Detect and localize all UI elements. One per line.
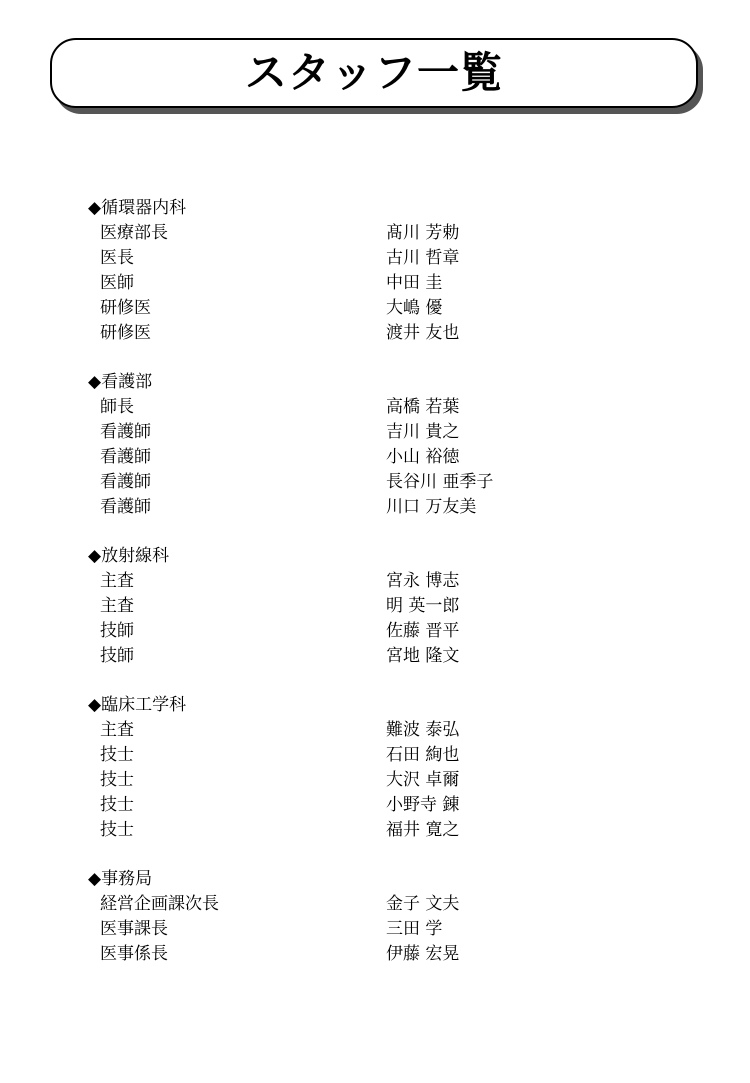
section-heading: ◆事務局 [88,869,153,889]
staff-row [88,743,688,768]
staff-role: 技士 [100,770,134,790]
staff-name: 明 英一郎 [386,596,460,616]
staff-row [88,793,688,818]
staff-role: 医長 [100,248,134,268]
staff-role: 研修医 [100,323,151,343]
staff-role: 主査 [100,571,134,591]
staff-name: 伊藤 宏晃 [386,944,460,964]
section-heading: ◆循環器内科 [88,198,187,218]
staff-name: 小野寺 錬 [386,795,460,815]
staff-role: 看護師 [100,422,151,442]
staff-name: 渡井 友也 [386,323,460,343]
staff-row [88,445,688,470]
section-heading: ◆放射線科 [88,546,170,566]
staff-row [88,892,688,917]
staff-row [88,470,688,495]
staff-role: 技師 [100,621,134,641]
staff-name: 長谷川 亜季子 [386,472,494,492]
staff-name: 金子 文夫 [386,894,460,914]
staff-row [88,296,688,321]
staff-role: 経営企画課次長 [100,894,219,914]
staff-name: 大沢 卓爾 [386,770,460,790]
staff-section [88,370,688,520]
staff-name: 宮永 博志 [386,571,460,591]
staff-role: 技士 [100,795,134,815]
staff-name: 川口 万友美 [386,497,477,517]
staff-name: 大嶋 優 [386,298,443,318]
staff-row [88,644,688,669]
staff-list [88,196,688,991]
title-banner [50,38,698,108]
staff-role: 研修医 [100,298,151,318]
staff-row [88,420,688,445]
staff-row [88,246,688,271]
staff-role: 主査 [100,596,134,616]
staff-role: 看護師 [100,447,151,467]
section-heading: ◆看護部 [88,372,153,392]
staff-row [88,321,688,346]
staff-role: 看護師 [100,497,151,517]
staff-role: 医療部長 [100,223,168,243]
staff-row [88,395,688,420]
staff-name: 三田 学 [386,919,443,939]
staff-role: 主査 [100,720,134,740]
staff-row [88,942,688,967]
staff-role: 技師 [100,646,134,666]
staff-section [88,544,688,669]
staff-role: 技士 [100,820,134,840]
staff-name: 中田 圭 [386,273,443,293]
section-heading: ◆臨床工学科 [88,695,187,715]
staff-row [88,619,688,644]
staff-role: 医師 [100,273,134,293]
staff-section [88,867,688,967]
staff-name: 宮地 隆文 [386,646,460,666]
staff-row [88,271,688,296]
staff-row [88,221,688,246]
staff-role: 医事係長 [100,944,168,964]
staff-row [88,495,688,520]
staff-role: 医事課長 [100,919,168,939]
page-title: スタッフ一覧 [244,48,503,97]
staff-row [88,917,688,942]
staff-section [88,196,688,346]
staff-name: 難波 泰弘 [386,720,460,740]
staff-row [88,594,688,619]
staff-role: 看護師 [100,472,151,492]
staff-name: 高橋 若葉 [386,397,460,417]
staff-row [88,569,688,594]
staff-row [88,818,688,843]
staff-name: 吉川 貴之 [386,422,460,442]
staff-name: 佐藤 晋平 [386,621,460,641]
staff-row [88,718,688,743]
staff-role: 技士 [100,745,134,765]
staff-section [88,693,688,843]
staff-name: 古川 哲章 [386,248,460,268]
staff-name: 福井 寛之 [386,820,460,840]
staff-row [88,768,688,793]
staff-role: 師長 [100,397,134,417]
staff-name: 髙川 芳勅 [386,223,460,243]
staff-name: 石田 絢也 [386,745,460,765]
staff-name: 小山 裕徳 [386,447,460,467]
